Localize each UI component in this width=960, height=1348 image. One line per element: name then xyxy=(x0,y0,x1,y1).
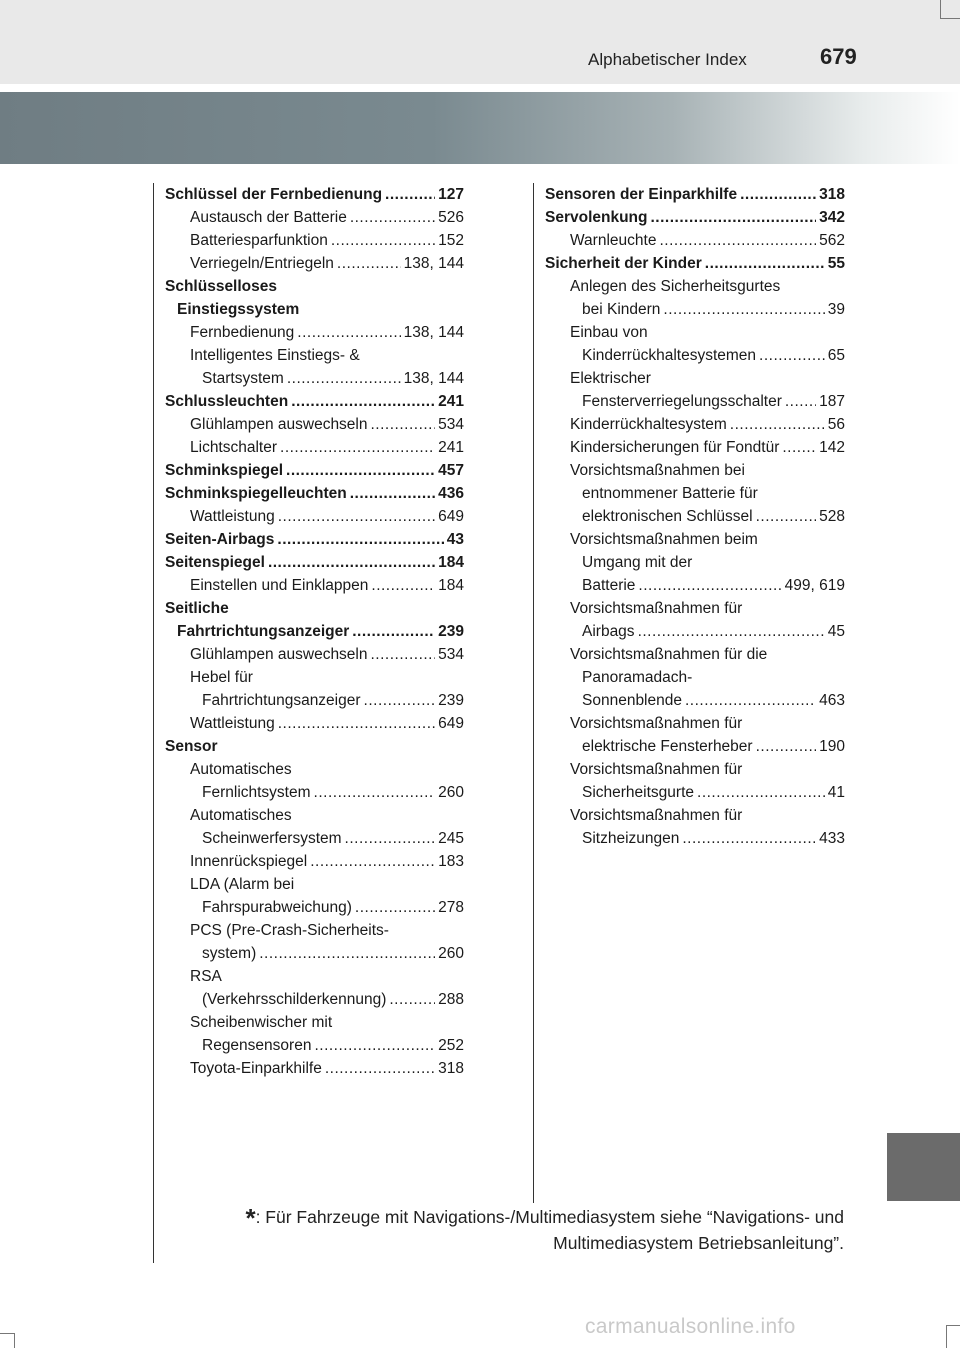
chapter-tab xyxy=(887,1133,960,1201)
index-entry xyxy=(165,367,464,390)
index-entry-page: 528 xyxy=(819,508,845,525)
index-entry-term: Fernlichtsystem xyxy=(202,784,311,801)
index-entry-term: Vorsichtsmaßnahmen für die xyxy=(570,646,768,663)
index-entry-term: Scheibenwischer mit xyxy=(190,1014,333,1031)
index-entry-page: 562 xyxy=(819,232,845,249)
dot-leader xyxy=(389,988,435,1011)
index-entry-page: 260 xyxy=(438,784,464,801)
index-entry xyxy=(165,229,464,252)
index-entry-term: Kindersicherungen für Fondtür xyxy=(570,439,780,456)
dot-leader xyxy=(337,252,401,275)
index-entry-term: Elektrischer xyxy=(570,370,651,387)
index-entry-page: 56 xyxy=(827,416,845,433)
index-entry-term: Scheinwerfersystem xyxy=(202,830,342,847)
index-entry-page: 152 xyxy=(438,232,464,249)
index-entry-term: LDA (Alarm bei xyxy=(190,876,295,893)
index-entry xyxy=(165,758,464,781)
index-entry-term: Seitenspiegel xyxy=(165,554,265,571)
index-column-left xyxy=(165,183,464,1080)
index-entry xyxy=(165,873,464,896)
index-entry-term: Anlegen des Sicherheitsgurtes xyxy=(570,278,781,295)
index-entry xyxy=(165,482,464,505)
index-entry-term: Regensensoren xyxy=(202,1037,312,1054)
index-entry-term: Sicherheit der Kinder xyxy=(545,255,702,272)
index-entry-term: entnommener Batterie für xyxy=(582,485,758,502)
index-entry xyxy=(165,965,464,988)
index-entry-term: Fahrtrichtungsanzeiger xyxy=(202,692,361,709)
index-entry-term: Einstiegssystem xyxy=(177,301,300,318)
index-entry xyxy=(165,1011,464,1034)
dot-leader xyxy=(291,390,435,413)
index-entry xyxy=(545,712,845,735)
index-entry xyxy=(165,850,464,873)
dot-leader xyxy=(331,229,435,252)
index-entry-page: 39 xyxy=(827,301,845,318)
index-entry xyxy=(545,183,845,206)
index-entry xyxy=(545,735,845,758)
page-number: 679 xyxy=(820,44,857,69)
index-entry-page: 55 xyxy=(827,255,845,272)
index-entry xyxy=(165,643,464,666)
dot-leader xyxy=(759,344,825,367)
index-entry-term: Wattleistung xyxy=(190,715,275,732)
index-entry-page: 526 xyxy=(438,209,464,226)
index-entry xyxy=(165,459,464,482)
dot-leader xyxy=(663,298,824,321)
index-entry-term: Panoramadach- xyxy=(582,669,693,686)
index-entry-term: Vorsichtsmaßnahmen beim xyxy=(570,531,758,548)
index-entry-term: Innenrückspiegel xyxy=(190,853,308,870)
index-entry xyxy=(545,505,845,528)
index-entry-page: 436 xyxy=(438,485,464,502)
index-entry xyxy=(545,689,845,712)
index-entry-page: 138, 144 xyxy=(403,324,464,341)
index-entry xyxy=(545,298,845,321)
dot-leader xyxy=(697,781,825,804)
index-entry-term: Wattleistung xyxy=(190,508,275,525)
index-entry-page: 649 xyxy=(438,715,464,732)
crop-mark xyxy=(946,1325,947,1348)
index-entry xyxy=(545,206,845,229)
index-entry xyxy=(165,781,464,804)
index-entry xyxy=(165,413,464,436)
index-entry xyxy=(165,436,464,459)
index-entry xyxy=(545,574,845,597)
index-entry-page: 318 xyxy=(438,1060,464,1077)
index-entry xyxy=(165,689,464,712)
index-entry-page: 342 xyxy=(819,209,845,226)
index-entry xyxy=(545,367,845,390)
index-entry xyxy=(545,643,845,666)
index-entry xyxy=(545,436,845,459)
index-entry xyxy=(165,528,464,551)
dot-leader xyxy=(685,689,816,712)
dot-leader xyxy=(756,735,817,758)
index-entry-page: 138, 144 xyxy=(403,370,464,387)
dot-leader xyxy=(345,827,436,850)
dot-leader xyxy=(286,459,435,482)
dot-leader xyxy=(782,436,816,459)
index-entry-page: 239 xyxy=(438,623,464,640)
index-entry-page: 278 xyxy=(438,899,464,916)
dot-leader xyxy=(278,712,435,735)
footnote-line-2: Multimediasystem Betriebsanleitung”. xyxy=(553,1233,844,1253)
decorative-banner xyxy=(0,92,960,164)
index-entry-term: Schlüsselloses xyxy=(165,278,278,295)
left-margin-rule xyxy=(153,183,154,1263)
index-entry xyxy=(545,321,845,344)
index-entry-term: Kinderrückhaltesystem xyxy=(570,416,727,433)
index-entry-term: Umgang mit der xyxy=(582,554,693,571)
index-entry-page: 190 xyxy=(819,738,845,755)
dot-leader xyxy=(287,367,401,390)
index-entry xyxy=(165,344,464,367)
dot-leader xyxy=(314,1034,435,1057)
index-entry-term: Sensor xyxy=(165,738,218,755)
index-column-right xyxy=(545,183,845,850)
dot-leader xyxy=(350,482,435,505)
dot-leader xyxy=(280,436,435,459)
index-entry xyxy=(165,1034,464,1057)
index-entry-term: Schlüssel der Fernbedienung xyxy=(165,186,383,203)
index-entry-term: Batteriesparfunktion xyxy=(190,232,328,249)
index-entry xyxy=(545,597,845,620)
dot-leader xyxy=(350,206,435,229)
index-entry xyxy=(165,183,464,206)
index-entry-term: Seiten-Airbags xyxy=(165,531,275,548)
index-entry xyxy=(165,321,464,344)
index-entry xyxy=(165,574,464,597)
index-entry xyxy=(545,781,845,804)
index-entry-term: Verriegeln/Entriegeln xyxy=(190,255,334,272)
index-entry-page: 241 xyxy=(438,439,464,456)
index-entry-term: Vorsichtsmaßnahmen für xyxy=(570,600,743,617)
index-entry-term: elektronischen Schlüssel xyxy=(582,508,753,525)
index-entry-page: 65 xyxy=(827,347,845,364)
crop-mark xyxy=(14,1333,15,1348)
index-entry xyxy=(165,505,464,528)
index-entry-term: Einstellen und Einklappen xyxy=(190,577,369,594)
index-entry xyxy=(545,252,845,275)
index-entry-page: 534 xyxy=(438,416,464,433)
index-entry-term: Sicherheitsgurte xyxy=(582,784,695,801)
dot-leader xyxy=(268,551,435,574)
index-entry xyxy=(165,919,464,942)
index-entry-term: Vorsichtsmaßnahmen bei xyxy=(570,462,745,479)
index-entry-page: 245 xyxy=(438,830,464,847)
index-entry-term: system) xyxy=(202,945,257,962)
index-entry xyxy=(165,827,464,850)
index-entry-term: Schlussleuchten xyxy=(165,393,289,410)
index-entry xyxy=(165,942,464,965)
index-entry-page: 463 xyxy=(819,692,845,709)
dot-leader xyxy=(371,643,436,666)
dot-leader xyxy=(278,505,435,528)
index-entry-page: 187 xyxy=(819,393,845,410)
dot-leader xyxy=(682,827,816,850)
index-entry-page: 41 xyxy=(827,784,845,801)
dot-leader xyxy=(325,1057,435,1080)
index-entry-page: 252 xyxy=(438,1037,464,1054)
index-entry-page: 499, 619 xyxy=(784,577,845,594)
index-entry-term: Sitzheizungen xyxy=(582,830,680,847)
index-entry-term: Fahrtrichtungsanzeiger xyxy=(177,623,350,640)
index-entry-page: 138, 144 xyxy=(403,255,464,272)
index-entry xyxy=(165,551,464,574)
index-entry-page: 45 xyxy=(827,623,845,640)
index-entry-term: Startsystem xyxy=(202,370,284,387)
index-entry xyxy=(165,275,464,298)
index-entry-term: Automatisches xyxy=(190,761,292,778)
index-entry xyxy=(165,712,464,735)
dot-leader xyxy=(364,689,436,712)
dot-leader xyxy=(352,620,435,643)
index-entry xyxy=(165,735,464,758)
dot-leader xyxy=(310,850,435,873)
index-entry xyxy=(545,390,845,413)
index-entry-page: 43 xyxy=(446,531,464,548)
section-title: Alphabetischer Index xyxy=(588,50,747,69)
index-entry xyxy=(165,597,464,620)
column-divider xyxy=(533,183,534,1203)
index-entry xyxy=(165,390,464,413)
index-entry xyxy=(165,206,464,229)
index-entry-term: Hebel für xyxy=(190,669,253,686)
index-entry-page: 260 xyxy=(438,945,464,962)
footnote-line-1: : Für Fahrzeuge mit Navigations-/Multimediasystem siehe “Navigations- und xyxy=(255,1207,844,1227)
index-entry-term: (Verkehrsschilderkennung) xyxy=(202,991,387,1008)
dot-leader xyxy=(277,528,443,551)
index-entry-term: Vorsichtsmaßnahmen für xyxy=(570,715,743,732)
index-entry xyxy=(165,666,464,689)
dot-leader xyxy=(385,183,435,206)
crop-mark xyxy=(946,1325,960,1326)
index-entry-term: Batterie xyxy=(582,577,636,594)
index-entry xyxy=(165,1057,464,1080)
index-entry-term: Automatisches xyxy=(190,807,292,824)
index-entry xyxy=(165,620,464,643)
dot-leader xyxy=(371,574,435,597)
footnote xyxy=(150,1205,844,1256)
dot-leader xyxy=(355,896,435,919)
index-entry xyxy=(165,298,464,321)
index-entry xyxy=(545,551,845,574)
dot-leader xyxy=(651,206,817,229)
dot-leader xyxy=(638,620,825,643)
index-entry xyxy=(545,229,845,252)
index-entry-term: Seitliche xyxy=(165,600,229,617)
index-entry-term: Lichtschalter xyxy=(190,439,278,456)
index-entry-term: Glühlampen auswechseln xyxy=(190,416,368,433)
dot-leader xyxy=(259,942,435,965)
index-entry-term: Servolenkung xyxy=(545,209,648,226)
index-entry-page: 183 xyxy=(438,853,464,870)
index-entry-page: 241 xyxy=(438,393,464,410)
index-entry-term: bei Kindern xyxy=(582,301,661,318)
index-entry-page: 142 xyxy=(819,439,845,456)
index-entry-term: Kinderrückhaltesystemen xyxy=(582,347,757,364)
index-entry-term: Schminkspiegelleuchten xyxy=(165,485,347,502)
dot-leader xyxy=(785,390,816,413)
index-entry xyxy=(545,827,845,850)
index-entry-term: Warnleuchte xyxy=(570,232,657,249)
index-entry-term: Sonnenblende xyxy=(582,692,682,709)
index-entry xyxy=(165,252,464,275)
index-entry xyxy=(165,988,464,1011)
index-entry-page: 127 xyxy=(438,186,464,203)
index-entry xyxy=(165,896,464,919)
index-entry-page: 184 xyxy=(438,554,464,571)
dot-leader xyxy=(659,229,816,252)
dot-leader xyxy=(705,252,825,275)
index-entry-term: Sensoren der Einparkhilfe xyxy=(545,186,738,203)
index-entry-term: Schminkspiegel xyxy=(165,462,284,479)
index-entry-term: Vorsichtsmaßnahmen für xyxy=(570,761,743,778)
dot-leader xyxy=(297,321,400,344)
index-entry xyxy=(545,459,845,482)
index-entry-page: 318 xyxy=(819,186,845,203)
index-entry-term: Austausch der Batterie xyxy=(190,209,347,226)
index-entry-term: Toyota-Einparkhilfe xyxy=(190,1060,322,1077)
index-entry-page: 239 xyxy=(438,692,464,709)
dot-leader xyxy=(638,574,781,597)
index-entry-term: RSA xyxy=(190,968,222,985)
index-entry xyxy=(545,528,845,551)
index-entry-term: Fahrspurabweichung) xyxy=(202,899,352,916)
index-entry-term: PCS (Pre-Crash-Sicherheits- xyxy=(190,922,389,939)
dot-leader xyxy=(756,505,817,528)
index-entry-term: Einbau von xyxy=(570,324,648,341)
dot-leader xyxy=(730,413,825,436)
index-entry xyxy=(545,413,845,436)
watermark: carmanualsonline.info xyxy=(585,1315,796,1338)
crop-mark xyxy=(940,18,960,19)
header-band xyxy=(0,0,960,84)
index-entry xyxy=(545,620,845,643)
index-entry-page: 184 xyxy=(438,577,464,594)
index-entry xyxy=(545,275,845,298)
index-entry-term: Intelligentes Einstiegs- & xyxy=(190,347,360,364)
index-entry-page: 288 xyxy=(438,991,464,1008)
index-entry-page: 433 xyxy=(819,830,845,847)
crop-mark xyxy=(940,0,941,18)
index-entry-term: Fernbedienung xyxy=(190,324,295,341)
index-entry-term: elektrische Fensterheber xyxy=(582,738,753,755)
dot-leader xyxy=(314,781,436,804)
index-entry-term: Glühlampen auswechseln xyxy=(190,646,368,663)
footnote-marker: * xyxy=(245,1203,256,1233)
index-entry-term: Fensterverriegelungsschalter xyxy=(582,393,782,410)
index-entry xyxy=(545,666,845,689)
index-entry-page: 457 xyxy=(438,462,464,479)
crop-mark xyxy=(0,1333,14,1334)
index-entry xyxy=(545,804,845,827)
index-entry-page: 649 xyxy=(438,508,464,525)
index-entry-page: 534 xyxy=(438,646,464,663)
index-entry xyxy=(545,344,845,367)
dot-leader xyxy=(371,413,436,436)
index-entry xyxy=(545,758,845,781)
index-entry-term: Vorsichtsmaßnahmen für xyxy=(570,807,743,824)
index-entry xyxy=(165,804,464,827)
index-entry-term: Airbags xyxy=(582,623,635,640)
dot-leader xyxy=(740,183,816,206)
index-entry xyxy=(545,482,845,505)
